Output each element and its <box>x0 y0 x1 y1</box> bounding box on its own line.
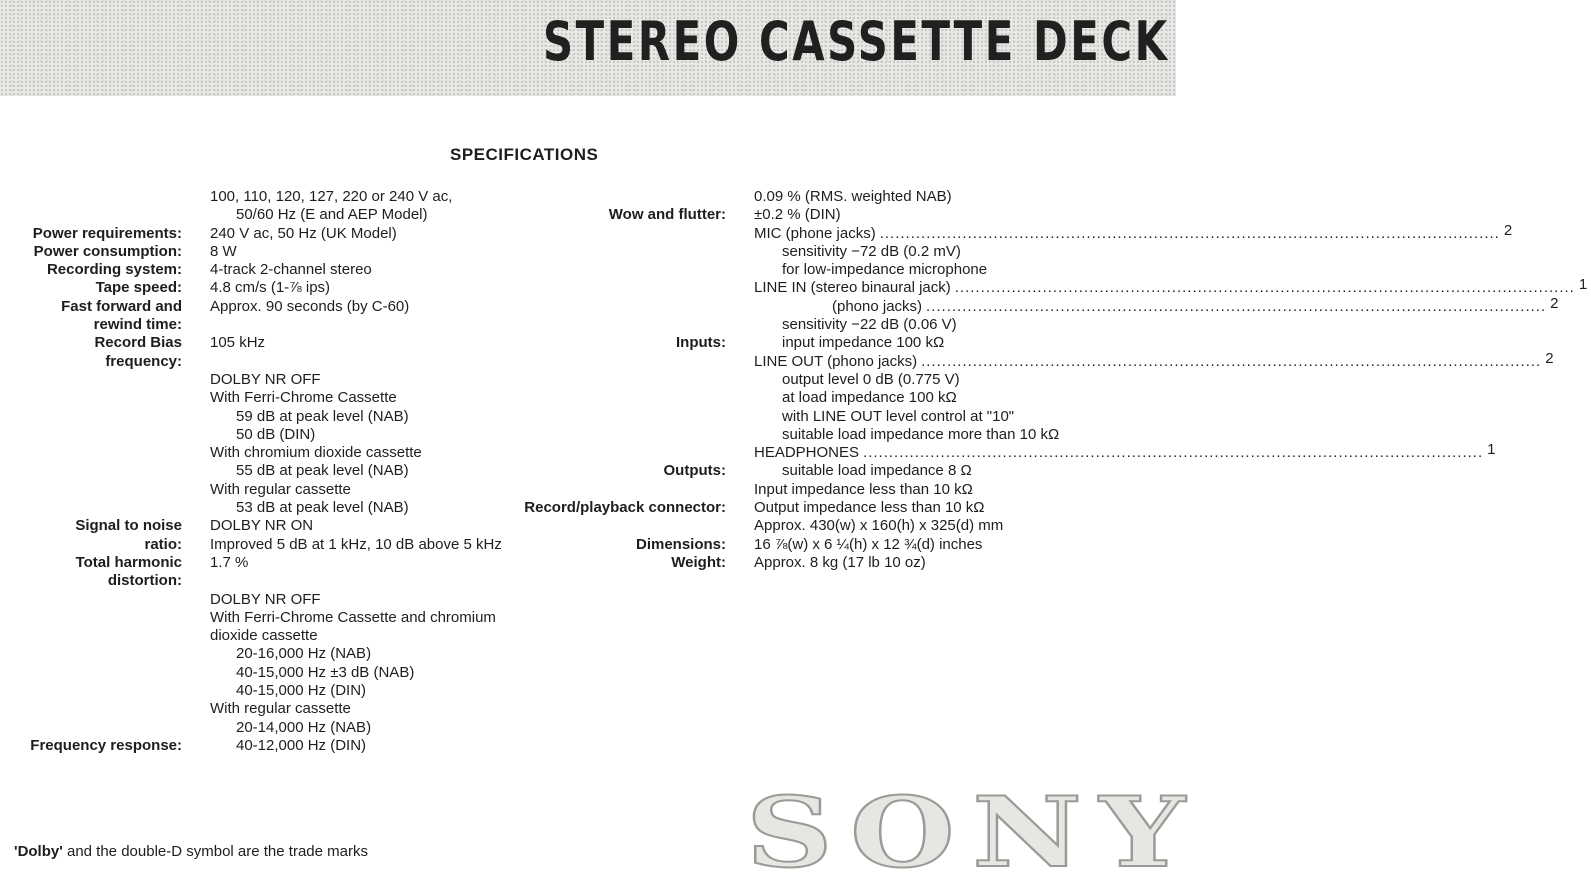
spec-value-line: 16 ⅞(w) x 6 ¼(h) x 12 ¾(d) inches <box>754 535 983 553</box>
spec-item-text: LINE OUT (phono jacks) <box>754 352 918 370</box>
spec-value-line: 8 W <box>210 242 237 260</box>
spec-value-line: With regular cassette <box>210 700 351 718</box>
spec-value-line: 100, 110, 120, 127, 220 or 240 V ac, <box>210 188 453 205</box>
spec-value-line: 4.8 cm/s (1-⅞ ips) <box>210 279 331 297</box>
footnote-text: and the double-D symbol are the trade marks <box>62 843 368 860</box>
spec-value-line: suitable load impedance 8 Ω <box>782 462 972 480</box>
spec-label-line: Total harmonic <box>75 553 182 571</box>
spec-label <box>488 517 726 554</box>
spec-value-line: 40-15,000 Hz ±3 dB (NAB) <box>236 663 415 681</box>
spec-value-line: input impedance 100 kΩ <box>782 334 945 352</box>
leader-dots: ........................................................................................................................ <box>921 352 1542 370</box>
leader-dots: ........................................................................................................................ <box>863 444 1484 462</box>
spec-value-line <box>754 276 1588 297</box>
spec-label <box>0 243 182 261</box>
spec-value-line: DOLBY NR OFF <box>210 590 321 608</box>
spec-label-line: Weight: <box>671 553 726 571</box>
spec-row-inputs <box>488 221 1588 353</box>
product-title: STEREO CASSETTE DECK <box>543 10 1170 73</box>
spec-value-line: 40-12,000 Hz (DIN) <box>236 736 367 754</box>
sony-logo <box>746 776 1203 889</box>
spec-label-line: Tape speed: <box>95 279 182 297</box>
spec-label-line: Outputs: <box>663 462 726 480</box>
spec-label-line: Inputs: <box>676 334 726 352</box>
spec-label <box>0 279 182 297</box>
spec-label-line: Dimensions: <box>635 535 726 553</box>
spec-label-line: rewind time: <box>93 316 182 334</box>
spec-value-line: 240 V ac, 50 Hz (UK Model) <box>210 224 397 242</box>
spec-label-line: distortion: <box>107 572 182 590</box>
spec-value-line: sensitivity −72 dB (0.2 mV) <box>782 242 961 260</box>
spec-label <box>488 481 726 518</box>
spec-value-line: Approx. 90 seconds (by C-60) <box>210 297 410 315</box>
leader-dots: ........................................................................................................................ <box>954 279 1575 297</box>
jack-count: 2 <box>1550 294 1559 312</box>
specifications-heading: SPECIFICATIONS <box>450 145 599 164</box>
spec-value-line <box>754 294 1559 316</box>
spec-label-line: Frequency response: <box>30 736 182 754</box>
spec-value-line: sensitivity −22 dB (0.06 V) <box>782 316 957 334</box>
spec-label-line: frequency: <box>105 352 182 370</box>
spec-value-line: with LINE OUT level control at "10" <box>782 407 1015 425</box>
spec-row-wow <box>488 188 1128 225</box>
spec-value-line: With regular cassette <box>210 480 351 498</box>
spec-value-line: 50/60 Hz (E and AEP Model) <box>236 206 428 224</box>
spec-row-freq <box>0 591 575 756</box>
spec-value-line: Improved 5 dB at 1 kHz, 10 dB above 5 kHz <box>210 535 502 553</box>
spec-label-line: Power requirements: <box>32 224 182 242</box>
spec-item-text: MIC (phone jacks) <box>754 224 876 242</box>
spec-value-line: ±0.2 % (DIN) <box>754 206 841 224</box>
spec-value-line: DOLBY NR ON <box>210 517 314 535</box>
footnote-bold: 'Dolby' <box>14 843 63 860</box>
spec-value-line: dioxide cassette <box>210 627 318 645</box>
spec-label-line: Record Bias <box>94 334 182 352</box>
spec-value-line <box>754 221 1513 243</box>
spec-label-line: Signal to noise <box>75 517 182 535</box>
spec-value <box>754 221 1588 353</box>
spec-value-line: Approx. 8 kg (17 lb 10 oz) <box>754 553 926 571</box>
spec-value <box>754 517 1129 554</box>
spec-label-line: Wow and flutter: <box>608 206 726 224</box>
header-banner <box>0 0 1176 96</box>
spec-row-weight <box>488 554 1128 572</box>
spec-label <box>488 353 726 481</box>
spec-value <box>210 591 575 756</box>
spec-label-line: Recording system: <box>46 261 182 279</box>
jack-count: 1 <box>1578 276 1588 294</box>
spec-value-line: 53 dB at peak level (NAB) <box>236 499 409 517</box>
spec-value-line: suitable load impedance more than 10 kΩ <box>782 425 1060 443</box>
spec-value-line: With chromium dioxide cassette <box>210 444 422 462</box>
sony-logo-text: SONY <box>746 776 1203 889</box>
spec-label-line: ratio: <box>144 535 182 553</box>
spec-value-line: With Ferri-Chrome Cassette and chromium <box>210 608 496 626</box>
spec-value-line: at load impedance 100 kΩ <box>782 389 957 407</box>
spec-value-line: 4-track 2-channel stereo <box>210 261 372 279</box>
spec-row-connector <box>488 481 1128 518</box>
spec-label <box>0 334 182 371</box>
spec-value-line: With Ferri-Chrome Cassette <box>210 389 397 407</box>
spec-value <box>754 554 1129 572</box>
spec-item-text: (phono jacks) <box>832 297 923 315</box>
spec-label-line: Power consumption: <box>33 242 182 260</box>
spec-value-line: 20-16,000 Hz (NAB) <box>236 645 372 663</box>
spec-value-line: 55 dB at peak level (NAB) <box>236 462 409 480</box>
spec-value-line: 0.09 % (RMS. weighted NAB) <box>754 188 952 205</box>
spec-value-line: Input impedance less than 10 kΩ <box>754 480 973 498</box>
spec-value <box>754 188 1129 225</box>
spec-label <box>488 188 726 225</box>
spec-value-line: output level 0 dB (0.775 V) <box>782 370 960 388</box>
spec-value-line: 105 kHz <box>210 334 266 352</box>
leader-dots: ........................................................................................................................ <box>926 297 1547 315</box>
spec-value <box>754 481 1129 518</box>
spec-value-line: 20-14,000 Hz (NAB) <box>236 718 372 736</box>
spec-label <box>0 554 182 591</box>
jack-count: 2 <box>1503 221 1513 239</box>
leader-dots: ........................................................................................................................ <box>879 224 1500 242</box>
spec-label <box>0 298 182 335</box>
spec-item-text: HEADPHONES <box>754 444 860 462</box>
spec-value-line <box>754 349 1554 371</box>
spec-label <box>488 225 726 353</box>
spec-value-line: 1.7 % <box>210 553 249 571</box>
spec-label <box>0 591 182 756</box>
spec-label <box>0 261 182 279</box>
jack-count: 2 <box>1545 349 1554 367</box>
spec-value-line: DOLBY NR OFF <box>210 370 321 388</box>
spec-value-line: Approx. 430(w) x 160(h) x 325(d) mm <box>754 517 1004 535</box>
spec-label <box>0 188 182 243</box>
spec-value-line: Output impedance less than 10 kΩ <box>754 499 985 517</box>
jack-count: 1 <box>1487 441 1496 459</box>
spec-value-line: 59 dB at peak level (NAB) <box>236 407 409 425</box>
spec-label <box>488 554 726 572</box>
spec-value <box>754 349 1554 481</box>
spec-label-line: Record/playback connector: <box>524 499 726 517</box>
spec-value-line: 50 dB (DIN) <box>236 425 316 443</box>
spec-item-text: LINE IN (stereo binaural jack) <box>754 279 951 297</box>
spec-label-line: Fast forward and <box>61 297 182 315</box>
spec-value-line: 40-15,000 Hz (DIN) <box>236 682 367 700</box>
spec-value-line: for low-impedance microphone <box>782 261 988 279</box>
spec-row-dims <box>488 517 1128 554</box>
spec-label <box>0 371 182 554</box>
spec-column-right <box>488 188 1588 572</box>
spec-value-line <box>754 441 1496 462</box>
dolby-footnote <box>14 843 368 860</box>
spec-row-outputs <box>488 349 1554 481</box>
